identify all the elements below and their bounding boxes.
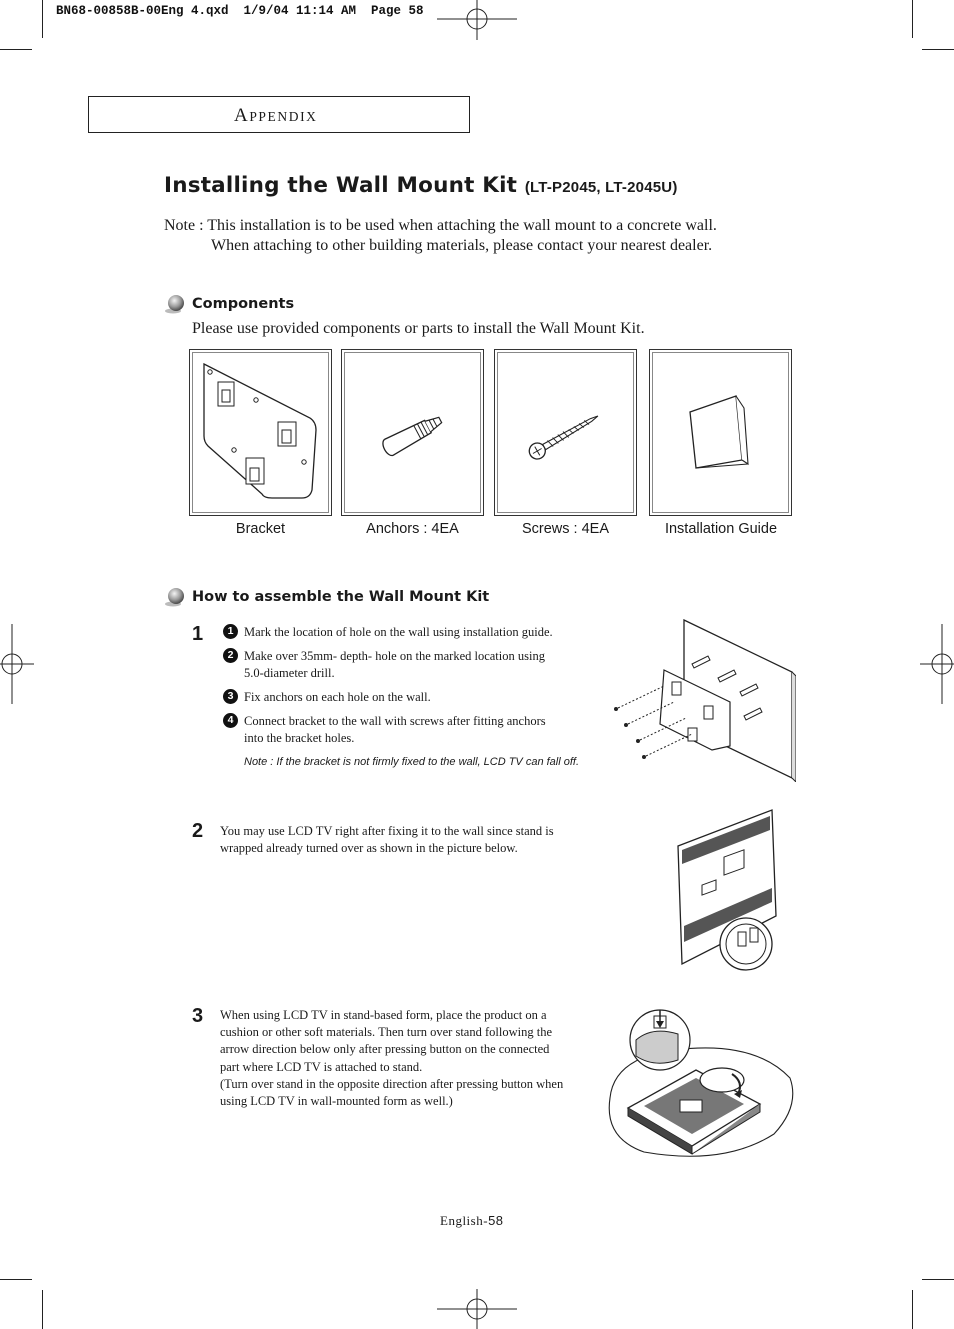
sub-step-text (244, 689, 431, 706)
step-3-text (220, 1007, 563, 1110)
sub-step-line: Fix anchors on each hole on the wall. (244, 690, 431, 704)
sub-step-number: 2 (223, 648, 238, 663)
step-3-line: arrow direction below only after pressing button on the connected (220, 1042, 550, 1057)
page-number: 58 (488, 1213, 504, 1228)
note-line-1: Note : This installation is to be used when attaching the wall mount to a concrete wall. (164, 217, 717, 234)
sub-step-text (244, 648, 545, 682)
sub-step-line: Connect bracket to the wall with screws after fitting anchors (244, 714, 546, 728)
title-models: (LT-P2045, LT-2045U) (524, 179, 678, 196)
section-label-box (88, 96, 470, 133)
components-heading: Components (192, 296, 295, 312)
component-label: Anchors : 4EA (366, 521, 459, 537)
wall-bracket-illustration (604, 616, 796, 782)
bracket-icon (190, 350, 331, 515)
globe-bullet-icon (164, 293, 186, 315)
note-top (164, 216, 717, 256)
file-header: BN68-00858B-00Eng 4.qxd 1/9/04 11:14 AM Page 58 (56, 4, 424, 18)
section-label: APPENDIX (234, 105, 318, 126)
step-3-line: part where LCD TV is attached to stand. (220, 1059, 423, 1074)
step-3-line: When using LCD TV in stand-based form, place the product on a (220, 1008, 547, 1022)
component-box-guide (649, 349, 792, 516)
registration-mark-icon (437, 1289, 517, 1329)
crop-mark (0, 1279, 32, 1280)
sub-step-line: into the bracket holes. (244, 731, 355, 745)
tv-on-cushion-illustration (604, 1006, 798, 1166)
component-label: Screws : 4EA (521, 521, 610, 537)
crop-mark (912, 0, 913, 38)
component-label: Installation Guide (664, 521, 778, 537)
sub-step-number: 1 (223, 624, 238, 639)
sub-step-line: Mark the location of hole on the wall using installation guide. (244, 625, 553, 639)
title-text: Installing the Wall Mount Kit (164, 173, 518, 198)
globe-bullet-icon (164, 586, 186, 608)
bracket-warning-note: Note : If the bracket is not firmly fixed to the wall, LCD TV can fall off. (244, 756, 580, 768)
step-2-line: wrapped already turned over as shown in the picture below. (220, 841, 518, 856)
screw-icon (495, 350, 636, 515)
crop-mark (42, 1290, 43, 1329)
crop-mark (42, 0, 43, 38)
component-box-screws (494, 349, 637, 516)
step-3-line: using LCD TV in wall-mounted form as well.) (220, 1094, 453, 1109)
step-3-line: cushion or other soft materials. Then turn over stand following the (220, 1025, 552, 1040)
note-line-2: When attaching to other building materials, please contact your nearest dealer. (211, 237, 713, 254)
components-intro: Please use provided components or parts to install the Wall Mount Kit. (192, 320, 645, 337)
sub-step-number: 3 (223, 689, 238, 704)
sub-step-line: 5.0-diameter drill. (244, 666, 335, 680)
sub-step-text (244, 713, 546, 747)
step-2-text (220, 823, 554, 857)
crop-mark (922, 1279, 954, 1280)
step-number: 2 (192, 820, 204, 842)
guide-icon (650, 350, 791, 515)
sub-step-number: 4 (223, 713, 238, 728)
tv-rear-illustration (672, 806, 784, 978)
crop-mark (922, 49, 954, 50)
assemble-heading: How to assemble the Wall Mount Kit (192, 589, 490, 605)
registration-mark-icon (437, 0, 517, 40)
crop-mark (912, 1290, 913, 1329)
registration-mark-icon (0, 624, 34, 704)
page-title (164, 173, 678, 198)
step-3-line: (Turn over stand in the opposite direction after pressing button when (220, 1076, 564, 1091)
footer-prefix: English- (440, 1213, 489, 1228)
registration-mark-icon (920, 624, 954, 704)
sub-step-line: Make over 35mm- depth- hole on the marked location using (244, 649, 545, 663)
component-box-bracket (189, 349, 332, 516)
step-2-line: You may use LCD TV right after fixing it to the wall since stand is (220, 824, 554, 838)
step-number: 1 (192, 623, 204, 645)
page-footer (440, 1213, 504, 1229)
crop-mark (0, 49, 32, 50)
step-number: 3 (192, 1005, 204, 1027)
component-label: Bracket (235, 521, 286, 537)
sub-step-text (244, 624, 553, 641)
anchor-icon (342, 350, 483, 515)
component-box-anchors (341, 349, 484, 516)
